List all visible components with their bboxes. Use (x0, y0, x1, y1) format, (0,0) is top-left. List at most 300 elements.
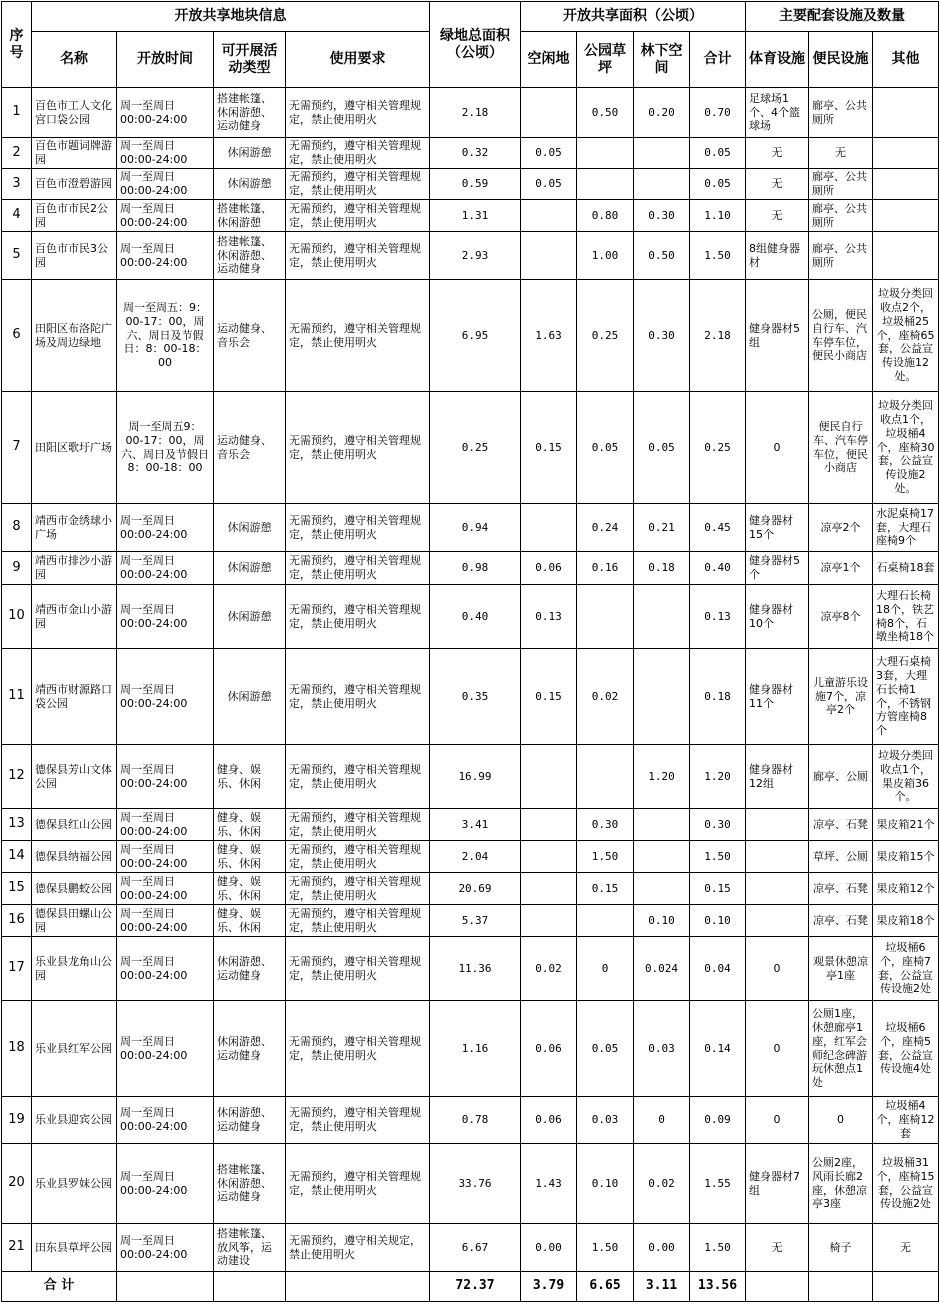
total-empty-cell (746, 1272, 809, 1302)
cell-green: 0.98 (430, 552, 521, 585)
table-row (2, 649, 939, 745)
cell-sports (746, 905, 809, 937)
cell-no: 9 (2, 552, 32, 585)
cell-name: 百色市市民2公园 (32, 200, 117, 232)
parks-table (1, 1, 939, 1302)
cell-type: 休闲游憩 (214, 504, 286, 552)
cell-other: 无 (873, 1224, 939, 1272)
total-empty-cell (117, 1272, 214, 1302)
cell-idle: 1.43 (521, 1144, 577, 1224)
cell-convenience: 公厕2座，风雨长廊2座，休憩凉亭3座 (809, 1144, 873, 1224)
cell-other: 水泥桌椅17套，大理石座椅9个 (873, 504, 939, 552)
total-sum: 13.56 (690, 1272, 746, 1302)
cell-sports: 足球场1个、4个篮球场 (746, 88, 809, 138)
cell-requirement: 无需预约，遵守相关管理规定，禁止使用明火 (286, 585, 430, 649)
cell-requirement: 无需预约，遵守相关管理规定，禁止使用明火 (286, 905, 430, 937)
cell-no: 12 (2, 745, 32, 809)
cell-idle (521, 905, 577, 937)
cell-requirement: 无需预约，遵守相关管理规定，禁止使用明火 (286, 1144, 430, 1224)
cell-green: 3.41 (430, 809, 521, 841)
header-activity-type: 可开展活动类型 (214, 32, 286, 88)
cell-convenience: 凉亭、石凳 (809, 873, 873, 905)
cell-forest: 0.18 (634, 552, 690, 585)
cell-no: 7 (2, 392, 32, 504)
cell-green: 6.95 (430, 280, 521, 392)
cell-requirement: 无需预约，遵守相关管理规定，禁止使用明火 (286, 873, 430, 905)
total-idle: 3.79 (521, 1272, 577, 1302)
cell-name: 靖西市金山小游园 (32, 585, 117, 649)
table-row (2, 138, 939, 169)
cell-time: 周一至周日00:00-24:00 (117, 1097, 214, 1144)
cell-convenience: 公厕1座，休憩廊亭1座，红军会师纪念碑游玩休憩点1处 (809, 1001, 873, 1097)
cell-type: 休闲游憩 (214, 138, 286, 169)
table-body (2, 88, 939, 1302)
cell-requirement: 无需预约，遵守相关管理规定，禁止使用明火 (286, 937, 430, 1001)
cell-other: 垃圾桶6个，座椅7套，公益宣传设施2处 (873, 937, 939, 1001)
cell-total: 0.10 (690, 905, 746, 937)
cell-idle: 0.00 (521, 1224, 577, 1272)
cell-no: 5 (2, 232, 32, 280)
cell-total: 0.05 (690, 169, 746, 200)
cell-type: 休闲游憩 (214, 649, 286, 745)
cell-forest (634, 138, 690, 169)
table-row (2, 232, 939, 280)
cell-requirement: 无需预约，遵守相关管理规定，禁止使用明火 (286, 88, 430, 138)
cell-convenience: 0 (809, 1097, 873, 1144)
header-lawn: 公园草坪 (577, 32, 634, 88)
cell-convenience: 公厕，便民自行车、汽车停车位，便民小商店 (809, 280, 873, 392)
cell-forest: 0.10 (634, 905, 690, 937)
cell-sports: 无 (746, 200, 809, 232)
cell-green: 2.93 (430, 232, 521, 280)
cell-total: 1.55 (690, 1144, 746, 1224)
table-row (2, 873, 939, 905)
cell-green: 11.36 (430, 937, 521, 1001)
cell-no: 11 (2, 649, 32, 745)
cell-name: 靖西市财源路口袋公园 (32, 649, 117, 745)
cell-lawn: 1.50 (577, 1224, 634, 1272)
cell-type: 健身、娱乐、休闲 (214, 745, 286, 809)
cell-name: 百色市工人文化宫口袋公园 (32, 88, 117, 138)
cell-sports: 0 (746, 1097, 809, 1144)
table-row (2, 745, 939, 809)
cell-idle (521, 809, 577, 841)
cell-name: 田东县草坪公园 (32, 1224, 117, 1272)
cell-green: 5.37 (430, 905, 521, 937)
cell-convenience: 廊亭、公共厕所 (809, 169, 873, 200)
cell-convenience: 廊亭、公厕 (809, 745, 873, 809)
cell-requirement: 无需预约，遵守相关管理规定，禁止使用明火 (286, 169, 430, 200)
cell-sports (746, 841, 809, 873)
cell-requirement: 无需预约，遵守相关管理规定，禁止使用明火 (286, 1097, 430, 1144)
cell-name: 德保县纳福公园 (32, 841, 117, 873)
cell-lawn: 0.25 (577, 280, 634, 392)
header-group-info: 开放共享地块信息 (32, 2, 430, 32)
cell-total: 1.50 (690, 1224, 746, 1272)
cell-total: 0.09 (690, 1097, 746, 1144)
total-lawn: 6.65 (577, 1272, 634, 1302)
cell-other: 大理石桌椅3套，大理石长椅1个，不锈钢方管座椅8个 (873, 649, 939, 745)
cell-requirement: 无需预约，遵守相关管理规定，禁止使用明火 (286, 138, 430, 169)
cell-time: 周一至周日00:00-24:00 (117, 745, 214, 809)
cell-sports: 0 (746, 937, 809, 1001)
cell-no: 6 (2, 280, 32, 392)
cell-sports: 健身器材5个 (746, 552, 809, 585)
cell-time: 周一至周日00:00-24:00 (117, 1001, 214, 1097)
cell-forest: 0.00 (634, 1224, 690, 1272)
cell-type: 健身、娱乐、休闲 (214, 905, 286, 937)
cell-green: 6.67 (430, 1224, 521, 1272)
cell-time: 周一至周日00:00-24:00 (117, 585, 214, 649)
cell-type: 搭建帐篷、放风筝，运动建设 (214, 1224, 286, 1272)
cell-name: 靖西市排沙小游园 (32, 552, 117, 585)
header-forest: 林下空间 (634, 32, 690, 88)
table-row (2, 552, 939, 585)
cell-idle: 1.63 (521, 280, 577, 392)
cell-time: 周一至周日00:00-24:00 (117, 232, 214, 280)
cell-total: 0.25 (690, 392, 746, 504)
cell-lawn: 0.02 (577, 649, 634, 745)
cell-type: 休闲游憩 (214, 585, 286, 649)
cell-forest (634, 873, 690, 905)
cell-no: 13 (2, 809, 32, 841)
cell-convenience: 廊亭、公共厕所 (809, 232, 873, 280)
cell-no: 10 (2, 585, 32, 649)
cell-name: 田阳区歌圩广场 (32, 392, 117, 504)
cell-other: 垃圾桶4个，座椅12套 (873, 1097, 939, 1144)
cell-green: 1.16 (430, 1001, 521, 1097)
cell-other: 果皮箱21个 (873, 809, 939, 841)
cell-green: 2.18 (430, 88, 521, 138)
cell-name: 德保县芳山文体公园 (32, 745, 117, 809)
cell-other: 垃圾桶6个，座椅5套，公益宣传设施4处 (873, 1001, 939, 1097)
cell-idle (521, 841, 577, 873)
cell-forest: 0.024 (634, 937, 690, 1001)
cell-lawn: 0.30 (577, 809, 634, 841)
cell-green: 33.76 (430, 1144, 521, 1224)
cell-idle: 0.13 (521, 585, 577, 649)
total-empty-cell (286, 1272, 430, 1302)
cell-forest (634, 169, 690, 200)
table-row (2, 1144, 939, 1224)
cell-requirement: 无需预约，遵守相关管理规定，禁止使用明火 (286, 809, 430, 841)
cell-total: 2.18 (690, 280, 746, 392)
cell-sports: 健身器材12组 (746, 745, 809, 809)
cell-total: 0.15 (690, 873, 746, 905)
cell-forest: 0.30 (634, 200, 690, 232)
cell-forest (634, 585, 690, 649)
cell-other: 果皮箱15个 (873, 841, 939, 873)
cell-idle (521, 232, 577, 280)
cell-name: 德保县鹏蛟公园 (32, 873, 117, 905)
cell-convenience: 无 (809, 138, 873, 169)
cell-no: 4 (2, 200, 32, 232)
table-row (2, 88, 939, 138)
cell-convenience: 凉亭、石凳 (809, 905, 873, 937)
cell-lawn: 1.50 (577, 841, 634, 873)
cell-convenience: 凉亭2个 (809, 504, 873, 552)
cell-time: 周一至周日00:00-24:00 (117, 937, 214, 1001)
cell-time: 周一至周日00:00-24:00 (117, 88, 214, 138)
cell-time: 周一至周日00:00-24:00 (117, 504, 214, 552)
cell-convenience: 廊亭、公共厕所 (809, 88, 873, 138)
cell-sports: 0 (746, 392, 809, 504)
cell-other: 垃圾分类回收点1个，果皮箱36个。 (873, 745, 939, 809)
cell-no: 14 (2, 841, 32, 873)
cell-time: 周一至周日00:00-24:00 (117, 1224, 214, 1272)
header-idle: 空闲地 (521, 32, 577, 88)
table-row (2, 585, 939, 649)
cell-total: 0.04 (690, 937, 746, 1001)
table-row (2, 809, 939, 841)
cell-type: 健身、娱乐、休闲 (214, 873, 286, 905)
cell-forest: 0.03 (634, 1001, 690, 1097)
cell-other (873, 88, 939, 138)
cell-no: 16 (2, 905, 32, 937)
cell-name: 百色市澄碧游园 (32, 169, 117, 200)
cell-name: 乐业县迎宾公园 (32, 1097, 117, 1144)
header-convenience: 便民设施 (809, 32, 873, 88)
cell-other: 果皮箱12个 (873, 873, 939, 905)
cell-requirement: 无需预约，遵守相关管理规定，禁止使用明火 (286, 392, 430, 504)
cell-requirement: 无需预约，遵守相关管理规定，禁止使用明火 (286, 745, 430, 809)
cell-sports: 健身器材15个 (746, 504, 809, 552)
cell-green: 20.69 (430, 873, 521, 905)
cell-time: 周一至周日00:00-24:00 (117, 552, 214, 585)
cell-time: 周一至周五：9：00-17：00，周六、周日及节假日：8：00-18：00 (117, 280, 214, 392)
cell-sports (746, 809, 809, 841)
total-empty-cell (873, 1272, 939, 1302)
table-row (2, 504, 939, 552)
cell-green: 0.94 (430, 504, 521, 552)
cell-no: 20 (2, 1144, 32, 1224)
total-empty-cell (214, 1272, 286, 1302)
header-green-total: 绿地总面积（公顷） (430, 2, 521, 88)
cell-time: 周一至周日00:00-24:00 (117, 649, 214, 745)
cell-no: 1 (2, 88, 32, 138)
cell-green: 1.31 (430, 200, 521, 232)
cell-requirement: 无需预约，遵守相关管理规定，禁止使用明火 (286, 649, 430, 745)
cell-forest: 0 (634, 1097, 690, 1144)
cell-forest: 1.20 (634, 745, 690, 809)
cell-forest (634, 809, 690, 841)
cell-idle: 0.05 (521, 138, 577, 169)
cell-lawn: 0.10 (577, 1144, 634, 1224)
cell-name: 乐业县龙角山公园 (32, 937, 117, 1001)
cell-lawn: 0.05 (577, 392, 634, 504)
cell-name: 德保县红山公园 (32, 809, 117, 841)
cell-requirement: 无需预约，遵守相关管理规定，禁止使用明火 (286, 1001, 430, 1097)
table-row (2, 841, 939, 873)
cell-name: 百色市题词牌游园 (32, 138, 117, 169)
header-group-facility: 主要配套设施及数量 (746, 2, 939, 32)
cell-requirement: 无需预约，遵守相关管理规定，禁止使用明火 (286, 200, 430, 232)
cell-name: 田阳区布洛陀广场及周边绿地 (32, 280, 117, 392)
cell-idle: 0.06 (521, 552, 577, 585)
cell-lawn (577, 169, 634, 200)
cell-other (873, 169, 939, 200)
cell-time: 周一至周五9：00-17：00，周六、周日及节假日8：00-18：00 (117, 392, 214, 504)
cell-name: 德保县田螺山公园 (32, 905, 117, 937)
header-other: 其他 (873, 32, 939, 88)
cell-sports: 0 (746, 1001, 809, 1097)
cell-requirement: 无需预约，遵守相关规定，禁止使用明火 (286, 1224, 430, 1272)
cell-no: 19 (2, 1097, 32, 1144)
cell-convenience: 儿童游乐设施7个，凉亭2个 (809, 649, 873, 745)
table-row (2, 392, 939, 504)
total-forest: 3.11 (634, 1272, 690, 1302)
cell-time: 周一至周日00:00-24:00 (117, 169, 214, 200)
cell-requirement: 无需预约，遵守相关管理规定，禁止使用明火 (286, 280, 430, 392)
cell-type: 休闲游憩 (214, 552, 286, 585)
cell-idle: 0.15 (521, 649, 577, 745)
cell-lawn: 1.00 (577, 232, 634, 280)
cell-other: 果皮箱18个 (873, 905, 939, 937)
cell-convenience: 凉亭、石凳 (809, 809, 873, 841)
cell-lawn: 0.16 (577, 552, 634, 585)
cell-type: 休闲游憩 (214, 169, 286, 200)
cell-time: 周一至周日00:00-24:00 (117, 138, 214, 169)
cell-total: 0.05 (690, 138, 746, 169)
cell-no: 21 (2, 1224, 32, 1272)
cell-convenience: 凉亭1个 (809, 552, 873, 585)
cell-green: 0.59 (430, 169, 521, 200)
cell-other: 垃圾桶31个，座椅15套，公益宣传设施2处 (873, 1144, 939, 1224)
cell-convenience: 草坪、公厕 (809, 841, 873, 873)
cell-type: 健身、娱乐、休闲 (214, 841, 286, 873)
cell-lawn (577, 745, 634, 809)
cell-sports (746, 873, 809, 905)
cell-other: 垃圾分类回收点1个，垃圾桶4个，座椅30套，公益宣传设施2处。 (873, 392, 939, 504)
cell-idle: 0.05 (521, 169, 577, 200)
cell-forest (634, 649, 690, 745)
table-row (2, 937, 939, 1001)
cell-forest: 0.50 (634, 232, 690, 280)
cell-total: 1.10 (690, 200, 746, 232)
header-open-time: 开放时间 (117, 32, 214, 88)
header-seq: 序号 (2, 2, 32, 88)
cell-convenience: 便民自行车、汽车停车位，便民小商店 (809, 392, 873, 504)
table-row (2, 1001, 939, 1097)
table-row (2, 200, 939, 232)
table-row (2, 1097, 939, 1144)
cell-requirement: 无需预约，遵守相关管理规定，禁止使用明火 (286, 504, 430, 552)
cell-other (873, 200, 939, 232)
header-subtotal: 合计 (690, 32, 746, 88)
total-row (2, 1272, 939, 1302)
cell-time: 周一至周日00:00-24:00 (117, 1144, 214, 1224)
cell-total: 0.70 (690, 88, 746, 138)
header-name: 名称 (32, 32, 117, 88)
header-requirement: 使用要求 (286, 32, 430, 88)
cell-no: 17 (2, 937, 32, 1001)
cell-lawn: 0.80 (577, 200, 634, 232)
cell-other: 石桌椅18套 (873, 552, 939, 585)
cell-idle: 0.06 (521, 1001, 577, 1097)
cell-type: 搭建帐篷、休闲游憩、运动健身 (214, 1144, 286, 1224)
cell-sports: 无 (746, 1224, 809, 1272)
cell-green: 2.04 (430, 841, 521, 873)
cell-name: 百色市市民3公园 (32, 232, 117, 280)
header-sports: 体育设施 (746, 32, 809, 88)
cell-idle (521, 504, 577, 552)
cell-sports: 健身器材5组 (746, 280, 809, 392)
cell-idle: 0.02 (521, 937, 577, 1001)
cell-time: 周一至周日00:00-24:00 (117, 841, 214, 873)
cell-total: 1.20 (690, 745, 746, 809)
cell-type: 休闲游憩、运动健身 (214, 1097, 286, 1144)
cell-total: 0.45 (690, 504, 746, 552)
cell-sports: 无 (746, 138, 809, 169)
cell-idle (521, 873, 577, 905)
cell-total: 0.40 (690, 552, 746, 585)
cell-lawn (577, 138, 634, 169)
cell-idle: 0.06 (521, 1097, 577, 1144)
cell-forest: 0.21 (634, 504, 690, 552)
cell-no: 15 (2, 873, 32, 905)
total-empty-cell (809, 1272, 873, 1302)
cell-sports: 健身器材7组 (746, 1144, 809, 1224)
cell-forest: 0.20 (634, 88, 690, 138)
cell-total: 0.13 (690, 585, 746, 649)
cell-idle: 0.15 (521, 392, 577, 504)
cell-forest: 0.02 (634, 1144, 690, 1224)
cell-sports: 健身器材11个 (746, 649, 809, 745)
cell-requirement: 无需预约，遵守相关管理规定，禁止使用明火 (286, 841, 430, 873)
cell-other: 大理石长椅18个，铁艺椅8个，石墩坐椅18个 (873, 585, 939, 649)
cell-lawn: 0 (577, 937, 634, 1001)
cell-time: 周一至周日00:00-24:00 (117, 905, 214, 937)
cell-green: 0.35 (430, 649, 521, 745)
cell-no: 18 (2, 1001, 32, 1097)
cell-time: 周一至周日00:00-24:00 (117, 200, 214, 232)
cell-lawn (577, 585, 634, 649)
cell-type: 运动健身、音乐会 (214, 392, 286, 504)
cell-total: 0.18 (690, 649, 746, 745)
cell-time: 周一至周日00:00-24:00 (117, 809, 214, 841)
cell-convenience: 廊亭、公共厕所 (809, 200, 873, 232)
cell-type: 运动健身、音乐会 (214, 280, 286, 392)
cell-total: 1.50 (690, 232, 746, 280)
cell-idle (521, 200, 577, 232)
cell-type: 搭建帐篷、休闲游憩 (214, 200, 286, 232)
table-row (2, 905, 939, 937)
cell-sports: 8组健身器材 (746, 232, 809, 280)
cell-convenience: 观景休憩凉亭1座 (809, 937, 873, 1001)
cell-green: 0.25 (430, 392, 521, 504)
cell-type: 搭建帐篷、休闲游憩、运动健身 (214, 88, 286, 138)
cell-green: 0.78 (430, 1097, 521, 1144)
cell-no: 8 (2, 504, 32, 552)
cell-type: 休闲游憩、运动健身 (214, 1001, 286, 1097)
cell-lawn: 0.50 (577, 88, 634, 138)
table-row (2, 169, 939, 200)
cell-type: 休闲游憩、运动健身 (214, 937, 286, 1001)
cell-total: 1.50 (690, 841, 746, 873)
cell-green: 16.99 (430, 745, 521, 809)
cell-name: 乐业县红军公园 (32, 1001, 117, 1097)
cell-lawn: 0.15 (577, 873, 634, 905)
cell-lawn (577, 905, 634, 937)
cell-sports: 无 (746, 169, 809, 200)
cell-idle (521, 88, 577, 138)
cell-forest: 0.30 (634, 280, 690, 392)
cell-name: 靖西市金绣球小广场 (32, 504, 117, 552)
cell-green: 0.40 (430, 585, 521, 649)
cell-green: 0.32 (430, 138, 521, 169)
cell-convenience: 椅子 (809, 1224, 873, 1272)
cell-forest: 0.05 (634, 392, 690, 504)
